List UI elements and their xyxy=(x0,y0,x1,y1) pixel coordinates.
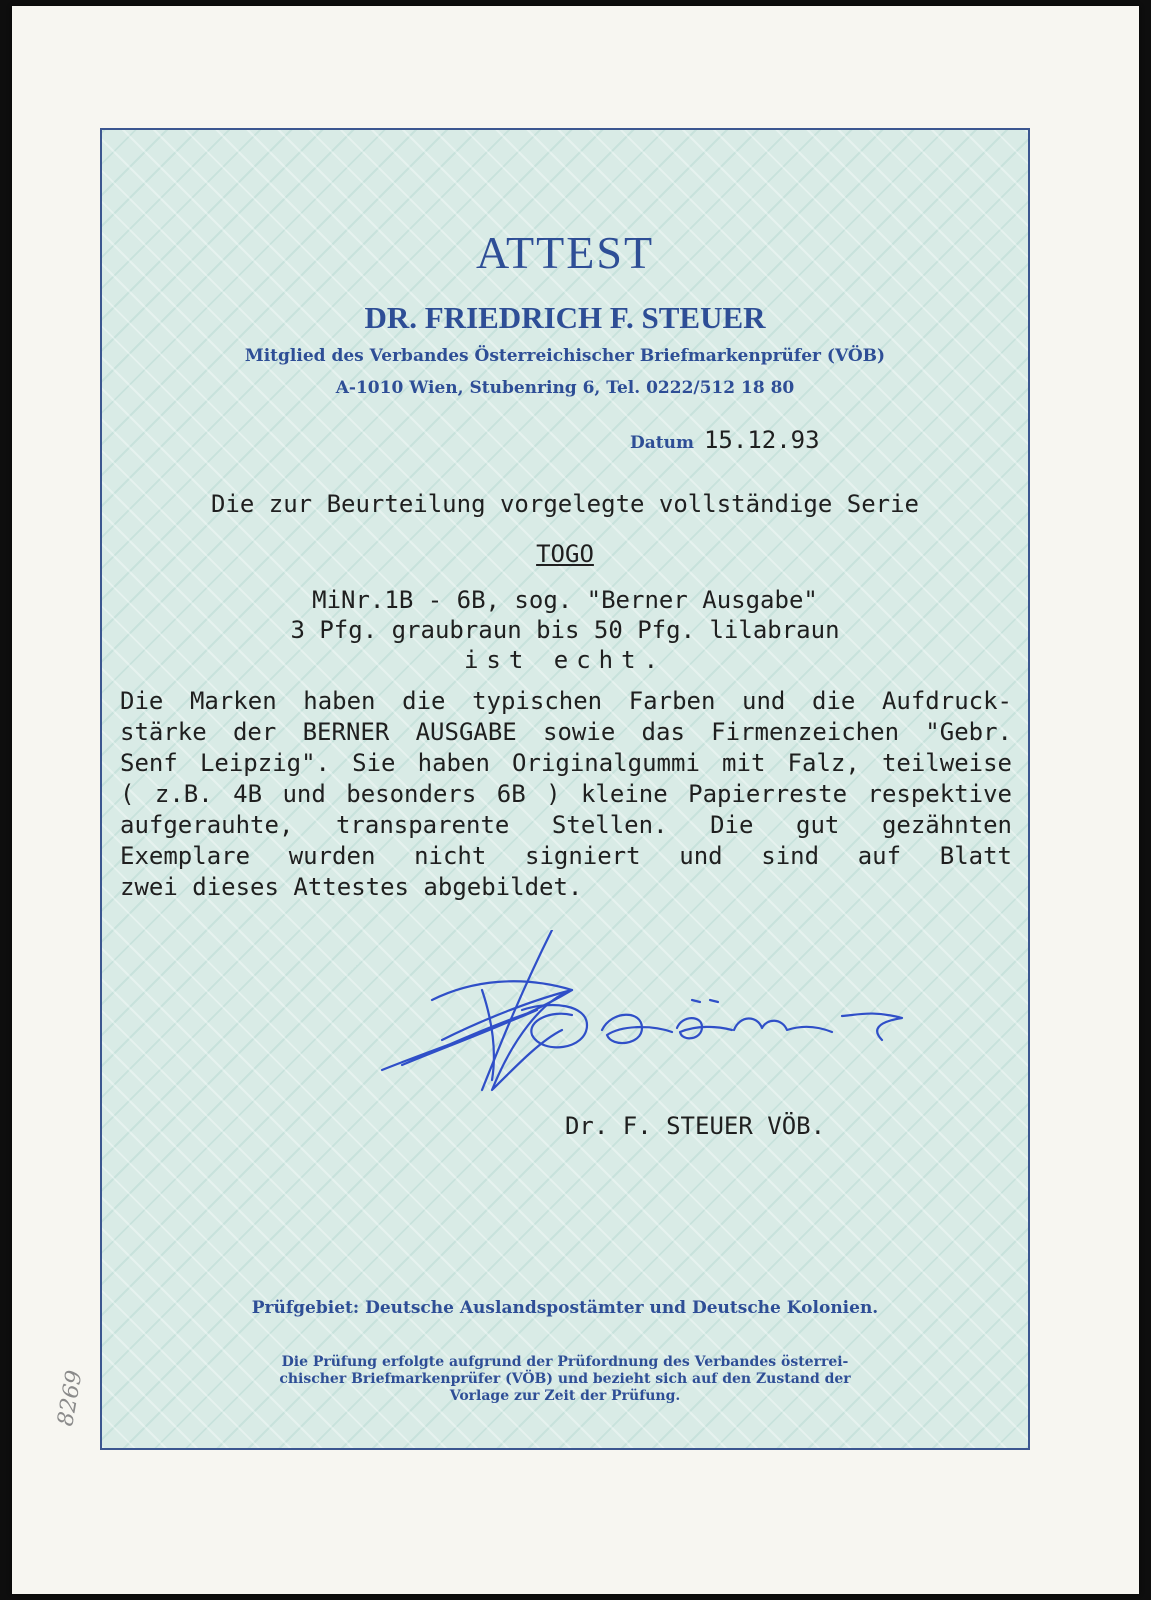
disclaimer-line: Die Prüfung erfolgte aufgrund der Prüfordnung des Verbandes österrei- xyxy=(281,1354,849,1370)
description-paragraph xyxy=(120,686,1012,903)
description-line: Senf Leipzig". Sie haben Originalgummi mit Falz, teilweise xyxy=(120,749,1012,777)
date-value: 15.12.93 xyxy=(703,426,820,454)
archive-number: 8269 xyxy=(53,1368,88,1429)
description-line: stärke der BERNER AUSGABE sowie das Firmenzeichen "Gebr. xyxy=(120,718,1012,746)
disclaimer xyxy=(202,1354,928,1405)
description-line: Die Marken haben die typischen Farben und die Aufdruck- xyxy=(120,687,1012,715)
description-line: aufgerauhte, transparente Stellen. Die gut gezähnten xyxy=(120,811,1012,839)
archive-number-mark xyxy=(42,1361,88,1431)
disclaimer-line: Vorlage zur Zeit der Prüfung. xyxy=(449,1388,681,1404)
examiner-name: DR. FRIEDRICH F. STEUER xyxy=(364,300,766,335)
date-label: Datum xyxy=(630,433,694,453)
certificate-title: ATTEST xyxy=(475,227,655,278)
certificate-frame xyxy=(100,128,1030,1450)
membership-line: Mitglied des Verbandes Österreichischer Briefmarkenprüfer (VÖB) xyxy=(244,346,886,366)
verdict-line: ist echt. xyxy=(463,646,667,674)
handwritten-signature xyxy=(372,930,912,1100)
certificate-sheet xyxy=(12,6,1139,1594)
description-line: Exemplare wurden nicht signiert und sind auf Blatt xyxy=(120,842,1012,870)
description-line: zwei dieses Attestes abgebildet. xyxy=(120,873,583,901)
country-name: TOGO xyxy=(536,540,594,568)
disclaimer-line: chischer Briefmarkenprüfer (VÖB) und bezieht sich auf den Zustand der xyxy=(279,1371,851,1387)
scope-line: Prüfgebiet: Deutsche Auslandspostämter und Deutsche Kolonien. xyxy=(251,1298,879,1318)
intro-line: Die zur Beurteilung vorgelegte vollständige Serie xyxy=(210,490,919,518)
description-line: ( z.B. 4B und besonders 6B ) kleine Papierreste respektive xyxy=(120,780,1012,808)
value-range-line: 3 Pfg. graubraun bis 50 Pfg. lilabraun xyxy=(290,616,840,644)
address-line: A-1010 Wien, Stubenring 6, Tel. 0222/512 18 80 xyxy=(335,378,795,398)
catalog-line: MiNr.1B - 6B, sog. "Berner Ausgabe" xyxy=(312,586,818,614)
signer-name: Dr. F. STEUER VÖB. xyxy=(564,1112,826,1140)
date-row xyxy=(630,426,820,454)
